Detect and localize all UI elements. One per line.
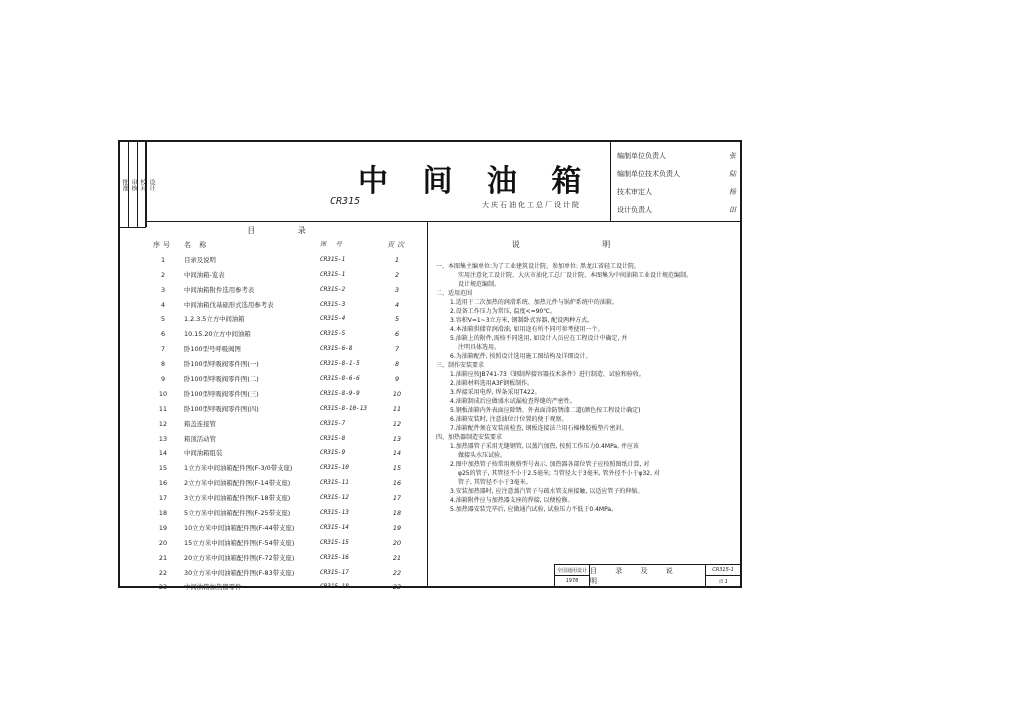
binding-strip <box>120 142 155 228</box>
row-no: 12 <box>158 419 168 428</box>
row-name: 10立方米中间油箱配件图(F-44带支座) <box>184 523 295 532</box>
std-year: 1978 <box>565 578 579 584</box>
row-no: 3 <box>160 285 166 294</box>
row-name: 卧100型呼吸阀零件图(三) <box>184 389 259 398</box>
row-page: 18 <box>392 509 402 518</box>
note-line: 3.安装加热器时, 应注意蒸汽管子与疏水管支座接触, 以适应管子的伸缩。 <box>450 488 644 495</box>
notes-body <box>436 262 726 514</box>
strip-cell: 批准 <box>120 142 129 227</box>
main-title: 中 间 油 箱 <box>358 164 594 199</box>
row-code: CR315-8-6-6 <box>320 375 360 383</box>
note-line: 6.为油箱配件, 按照设计选用施工图结构及详细设计。 <box>450 353 592 360</box>
row-page: 1 <box>394 255 400 264</box>
contents-row <box>146 417 427 432</box>
contents-row <box>146 432 427 447</box>
note-line: 5.钢板油箱内外表面应除锈、外表面涂防锈漆二道(颜色按工程设计确定) <box>450 407 641 414</box>
row-no: 9 <box>160 375 166 384</box>
row-name: 中间油箱附件选用参考表 <box>184 285 255 294</box>
row-code: CR315-7 <box>320 419 346 427</box>
row-no: 22 <box>158 568 168 577</box>
signature-row <box>617 165 736 183</box>
contents-row <box>146 536 427 551</box>
note-line: 实用注意化工设计院、大庆市油化工总厂设计院、本图集为中间油箱工业设计规范编制。 <box>458 272 693 279</box>
row-code: CR315-9 <box>320 449 346 457</box>
notes-section <box>428 221 740 586</box>
row-name: 5立方米中间油箱配件图(F-25带支座) <box>184 509 291 518</box>
row-no: 14 <box>158 449 168 458</box>
row-page: 11 <box>392 404 402 413</box>
note-line: 1.适用于二次加热的润滑系统、加热元件与锅炉系统中的油箱。 <box>450 299 618 306</box>
row-code: CR315-4 <box>320 315 346 323</box>
row-name: 30立方米中间油箱配件图(F-83带支座) <box>184 568 295 577</box>
drawing-code: CR315 <box>330 196 361 207</box>
row-no: 21 <box>158 553 168 562</box>
contents-row <box>146 491 427 506</box>
note-line: 6.油箱安装时, 注意油位计位置的便于观察。 <box>450 416 568 423</box>
note-line: 4.油箱制成后应做盛水试漏检查焊缝的严密性。 <box>450 398 576 405</box>
signature-role: 技术审定人 <box>617 188 652 196</box>
row-no: 19 <box>158 523 168 532</box>
note-line: 二、适用范围 <box>436 290 473 297</box>
row-page: 22 <box>392 568 402 577</box>
contents-row <box>146 327 427 342</box>
note-line: 5.油箱上的附件,需按不同选用, 如设计人员应在工程设计中确定, 并 <box>450 335 628 342</box>
sheet-code: CR315-1 <box>706 565 740 576</box>
col-name-header: 名 称 <box>184 241 210 249</box>
contents-row <box>146 402 427 417</box>
contents-row <box>146 446 427 461</box>
contents-row <box>146 521 427 536</box>
note-line: 2.图中加热管子按常用规格型号表示, 加热器各部位管子应按照图纸计算, 对 <box>450 461 650 468</box>
row-name: 20立方米中间油箱配件图(F-72带支座) <box>184 553 295 562</box>
note-line: 4.本油箱供储存润滑油, 如用途有所不同可参考使用一个。 <box>450 326 604 333</box>
row-page: 6 <box>394 330 400 339</box>
title-block-std <box>555 565 590 586</box>
row-page: 5 <box>394 315 400 324</box>
note-line: 3.焊接采用电焊, 焊条采用T422。 <box>450 389 541 396</box>
title-block-code <box>706 565 740 586</box>
contents-row <box>146 298 427 313</box>
row-code: CR315-11 <box>320 479 349 487</box>
note-line: 做接头水压试验。 <box>458 452 507 459</box>
signature-name: 陆 <box>729 170 736 178</box>
note-line: 一、本图集主编单位:为了工业建筑设计院、参加单位: 黑龙江省轻工设计院。 <box>436 263 640 270</box>
title-block-title: 目 录 及 说 明 <box>590 565 706 586</box>
row-code: CR315-8-9-9 <box>320 389 360 397</box>
row-code: CR315-6-8 <box>320 345 353 353</box>
note-line: 设计规范编制。 <box>458 281 501 288</box>
note-line: 2.设备工作压力为常压, 温度<=90℃。 <box>450 308 556 315</box>
row-code: CR315-8 <box>320 434 346 442</box>
note-line: 三、制作安装要求 <box>436 362 485 369</box>
row-code: CR315-15 <box>320 538 349 546</box>
sheet-page: 页 1 <box>718 578 728 585</box>
note-line: 管子, 其管径不小于3毫米。 <box>458 479 532 486</box>
row-name: 箱盖连接管 <box>184 419 216 428</box>
row-no: 17 <box>158 494 168 503</box>
contents-row <box>146 342 427 357</box>
row-code: CR315-13 <box>320 509 349 517</box>
contents-row <box>146 580 427 595</box>
row-code: CR315-2 <box>320 285 346 293</box>
note-line: 5.加热器安装完毕后, 应做通汽试验, 试验压力不低于0.4MPa。 <box>450 506 618 513</box>
row-no: 10 <box>158 389 168 398</box>
row-page: 14 <box>392 449 402 458</box>
notes-title: 说 明 <box>511 240 651 249</box>
contents-title: 目 录 <box>247 226 326 235</box>
note-line: 3.容积V=1~3立方米, 钢制卧式容器, 配设两种方式。 <box>450 317 594 324</box>
row-code: CR315-1 <box>320 270 346 278</box>
note-line: 1.加热器管子采用无缝钢管, 以蒸汽加热, 按照工作压力0.4MPa, 并应该 <box>450 443 639 450</box>
row-name: 卧100型呼吸阀零件图(二) <box>184 375 259 384</box>
row-name: 10.15.20立方中间油箱 <box>184 330 251 339</box>
signature-role: 编制单位技术负责人 <box>617 170 680 178</box>
note-line: 注明具体选用。 <box>458 344 501 351</box>
col-page-header: 页次 <box>387 241 407 249</box>
row-name: 3立方米中间油箱配件图(F-18带支座) <box>184 494 291 503</box>
row-name: 15立方米中间油箱配件图(F-54带支座) <box>184 538 295 547</box>
row-no: 1 <box>160 255 166 264</box>
row-no: 4 <box>160 300 166 309</box>
row-page: 23 <box>392 583 402 592</box>
signature-row <box>617 147 736 165</box>
sheet-header <box>146 142 740 222</box>
contents-row <box>146 506 427 521</box>
row-code: CR315-3 <box>320 300 346 308</box>
note-line: 2.油箱材料选用A3F钢板制作。 <box>450 380 534 387</box>
contents-row <box>146 268 427 283</box>
row-page: 2 <box>394 270 400 279</box>
signature-role: 设计负责人 <box>617 206 652 214</box>
contents-row <box>146 283 427 298</box>
row-page: 9 <box>394 375 400 384</box>
row-page: 10 <box>392 389 402 398</box>
note-line: φ25的管子, 其管径不小于2.5毫米; 当管径大于3毫米, 管外径不小于φ32, 对 <box>458 470 660 477</box>
row-name: 中间油箱组装 <box>184 449 223 458</box>
row-page: 7 <box>394 345 400 354</box>
row-no: 6 <box>160 330 166 339</box>
strip-cell: 设计 <box>148 178 155 191</box>
drawing-sheet <box>118 140 742 592</box>
row-no: 13 <box>158 434 168 443</box>
contents-row <box>146 312 427 327</box>
row-page: 19 <box>392 523 402 532</box>
row-name: 目录及说明 <box>184 255 216 264</box>
contents-list <box>146 221 428 592</box>
signature-name: 张 <box>729 152 736 160</box>
row-page: 4 <box>394 300 400 309</box>
row-name: 卧100型呼吸阀零件图(四) <box>184 404 259 413</box>
row-no: 23 <box>158 583 168 592</box>
row-no: 5 <box>160 315 166 324</box>
contents-row <box>146 357 427 372</box>
row-no: 18 <box>158 509 168 518</box>
row-code: CR315-1 <box>320 255 346 263</box>
note-line: 四、加热器制造安装要求 <box>436 434 503 441</box>
col-no-header: 序号 <box>153 241 173 249</box>
row-code: CR315-14 <box>320 523 349 531</box>
row-code: CR315-5 <box>320 330 346 338</box>
contents-row <box>146 461 427 476</box>
row-name: 卧100型呼吸阀零件图(一) <box>184 360 259 369</box>
signature-row <box>617 183 736 201</box>
row-page: 3 <box>394 285 400 294</box>
row-code: CR315-18 <box>320 583 349 591</box>
row-page: 21 <box>392 553 402 562</box>
row-no: 16 <box>158 479 168 488</box>
row-page: 17 <box>392 494 402 503</box>
strip-cell: 校对 <box>138 142 147 227</box>
contents-row <box>146 566 427 581</box>
note-line: 7.油箱配件须在安装前检查, 钢板连接法兰用石棉橡胶板垫片密封。 <box>450 425 628 432</box>
std-label: 全国通用设计 <box>555 565 589 576</box>
contents-row <box>146 476 427 491</box>
signature-block <box>610 142 740 221</box>
row-no: 7 <box>160 345 166 354</box>
row-name: 1立方米中间油箱配件图(F-3/0带支座) <box>184 464 293 473</box>
row-no: 11 <box>158 404 168 413</box>
strip-cell: 审核 <box>129 142 138 227</box>
row-page: 16 <box>392 479 402 488</box>
note-line: 4.油箱附件应与加热器支座的焊接, 以便检修。 <box>450 497 574 504</box>
row-code: CR315-17 <box>320 568 349 576</box>
row-name: 中间油箱加热器零件 <box>184 583 242 592</box>
row-code: CR315-12 <box>320 494 349 502</box>
row-name: 中间油箱-览表 <box>184 270 225 279</box>
contents-row <box>146 387 427 402</box>
row-name: 中间油箱伐基础形式选用参考表 <box>184 300 274 309</box>
row-no: 15 <box>158 464 168 473</box>
row-name: 箱顶活动管 <box>184 434 216 443</box>
row-code: CR315-10 <box>320 464 349 472</box>
row-page: 15 <box>392 464 402 473</box>
row-page: 12 <box>392 419 402 428</box>
row-page: 13 <box>392 434 402 443</box>
row-code: CR315-8-10-13 <box>320 404 367 412</box>
signature-row <box>617 201 736 219</box>
row-no: 8 <box>160 360 166 369</box>
note-line: 1.油箱应按JB741-73《钢制焊接容器技术条件》进行制造、试验和验收。 <box>450 371 645 378</box>
contents-row <box>146 372 427 387</box>
contents-header-row <box>146 238 427 253</box>
signature-role: 编制单位负责人 <box>617 152 666 160</box>
signature-name: 杨 <box>729 188 736 196</box>
title-block <box>554 564 740 586</box>
col-code-header: 图 号 <box>320 241 345 248</box>
row-name: 1.2.3.5立方中间油箱 <box>184 315 245 324</box>
row-code: CR315-16 <box>320 553 349 561</box>
row-page: 8 <box>394 360 400 369</box>
row-name: 卧100型号呼吸阀图 <box>184 345 241 354</box>
contents-row <box>146 253 427 268</box>
design-institute: 大庆石油化工总厂设计院 <box>482 201 581 209</box>
contents-rows <box>146 253 427 595</box>
contents-row <box>146 551 427 566</box>
row-no: 20 <box>158 538 168 547</box>
signature-name: 田 <box>729 206 736 214</box>
row-name: 2立方米中间油箱配件图(F-14带支座) <box>184 479 291 488</box>
row-code: CR315-8-1-5 <box>320 360 360 368</box>
row-no: 2 <box>160 270 166 279</box>
row-page: 20 <box>392 538 402 547</box>
